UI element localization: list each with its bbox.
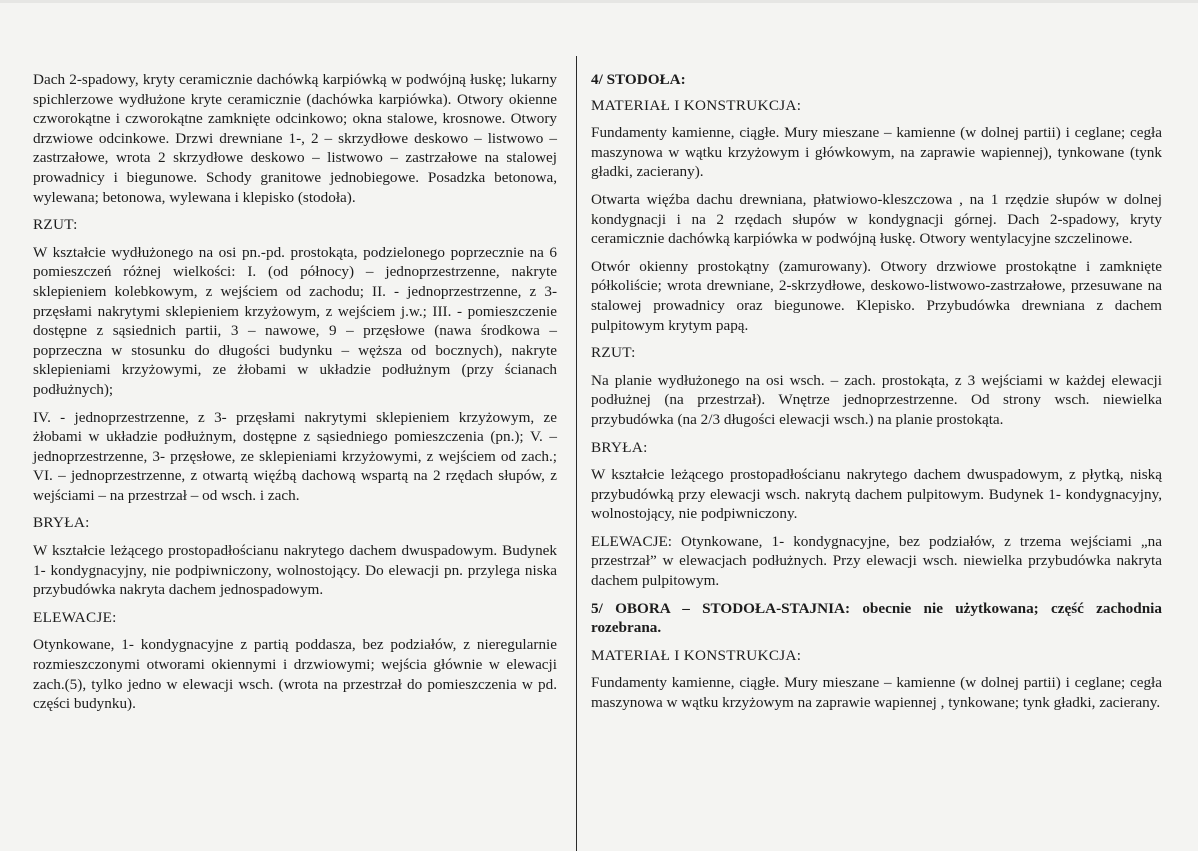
- paragraph-fundamenty-obora: Fundamenty kamienne, ciągłe. Mury mieszane – kamienne (w dolnej partii) i ceglane; cegła maszynowa w wątku krzyżowym na zaprawie wapiennej , tynkowane; tynk gładki, zacierany.: [591, 674, 1162, 712]
- paragraph-elewacje-stodola: ELEWACJE: Otynkowane, 1- kondygnacyjne, bez podziałów, z trzema wejściami „na przestrzał” w elewacjach podłużnych. Przy elewacji wsch. niewielka przybudówka nakryta dachem pulpitowym.: [591, 532, 1162, 590]
- heading-rzut: RZUT:: [33, 216, 78, 234]
- heading-bryla: BRYŁA:: [33, 514, 90, 532]
- paragraph-elewacje: Otynkowane, 1- kondygnacyjne z partią poddasza, bez podziałów, z nieregularnie rozmieszczonymi otworami okiennymi i drzwiowymi; wejścia głównie w elewacji zach.(5), tylko jedno w elewacji wsch. (wrota na przestrzał do pomieszczenia w pd. części budynku).: [33, 636, 557, 713]
- column-divider: [576, 56, 577, 851]
- paragraph-bryla-stodola: W kształcie leżącego prostopadłościanu nakrytego dachem dwuspadowym, z płytką, niską przybudówką przy elewacji wsch. nakrytą dachem pulpitowym. Budynek 1- kondygnacyjny, wolnostojący, nie podpiwniczony.: [591, 466, 1162, 523]
- left-column: [33, 70, 557, 722]
- section-title-obora: 5/ OBORA – STODOŁA-STAJNIA: obecnie nie użytkowana; część zachodnia rozebrana.: [591, 599, 1162, 637]
- paragraph-fundamenty: Fundamenty kamienne, ciągłe. Mury mieszane – kamienne (w dolnej partii) i ceglane; cegła maszynowa w wątku krzyżowym i główkowym, na zaprawie wapiennej), tynkowane (tynk gładki, zacierany).: [591, 124, 1162, 181]
- paragraph-wiezba: Otwarta więźba dachu drewniana, płatwiowo-kleszczowa , na 1 rzędzie słupów w dolnej kondygnacji i na 2 rzędach słupów w kondygnacji górnej. Dach 2-spadowy, kryty ceramicznie dachówką karpiówka w podwójną łuskę. Otwory wentylacyjne szczelinowe.: [591, 190, 1162, 248]
- paragraph-bryla: W kształcie leżącego prostopadłościanu nakrytego dachem dwuspadowym. Budynek 1- kondygnacyjny, nie podpiwniczony, wolnostojący. Do elewacji pn. przylega niska przybudówka nakryta dachem jednospadowym.: [33, 542, 557, 599]
- paragraph-rzut-stodola: Na planie wydłużonego na osi wsch. – zach. prostokąta, z 3 wejściami w każdej elewacji podłużnej (na przestrzał). Wnętrze jednoprzestrzenne. Od strony wsch. niewielka przybudówka (na 2/3 długości elewacji wsch.) na planie prostokąta.: [591, 371, 1162, 428]
- heading-bryla-stodola: BRYŁA:: [591, 438, 648, 456]
- section-title-stodola: 4/ STODOŁA:: [591, 71, 686, 88]
- paragraph-otwory: Otwór okienny prostokątny (zamurowany). Otwory drzwiowe prostokątne i zamknięte półkoliście; wrota drewniane, 2-skrzydłowe, deskowo-listwowo-zastrzałowe, przesuwane na stalowej prowadnicy oraz biegunowe. Klepisko. Przybudówka drewniana z dachem pulpitowym krytym papą.: [591, 257, 1162, 334]
- heading-material-konstrukcja: MATERIAŁ I KONSTRUKCJA:: [591, 96, 802, 114]
- heading-rzut-stodola: RZUT:: [591, 344, 636, 362]
- page-top-edge: [0, 0, 1198, 3]
- paragraph-rzut-plan: W kształcie wydłużonego na osi pn.-pd. prostokąta, podzielonego poprzecznie na 6 pomieszczeń różnej wielkości: I. (od północy) – jednoprzestrzenne, nakryte sklepieniem kolebkowym, z wejściem od zachodu; II. - jednoprzestrzenne, z 3- przęsłami nakrytymi sklepieniem krzyżowym, z wejściem j.w.; III. - pomieszczenie dostępne z sąsiednich partii, 3 – nawowe, 9 – przęsłowe (nawa środkowa – poprzeczna w stosunku do długości budynku – węższa od bocznych), nakryte sklepieniami krzyżowymi, ze żłobami w układzie podłużnym (przy ścianach podłużnych);: [33, 243, 557, 398]
- paragraph-rzut-rooms: IV. - jednoprzestrzenne, z 3- przęsłami nakrytymi sklepieniem krzyżowym, ze żłobami w układzie podłużnym, dostępne z sąsiedniego pomieszczenia (pn.); V. – jednoprzestrzenne, 3- przęsłowe, ze sklepieniami krzyżowymi, z wejściem od zach.; VI. – jednoprzestrzenne, z otwartą więźbą dachową wspartą na 2 rzędach słupów, z wejściami – na przestrzał – od wsch. i zach.: [33, 408, 557, 504]
- heading-material-konstrukcja-obora: MATERIAŁ I KONSTRUKCJA:: [591, 646, 802, 664]
- heading-elewacje: ELEWACJE:: [33, 608, 117, 626]
- right-column: [591, 70, 1162, 721]
- paragraph-roof-openings: Dach 2-spadowy, kryty ceramicznie dachówką karpiówką w podwójną łuskę; lukarny spichlerzowe wydłużone kryte ceramicznie (dachówka karpiówka). Otwory okienne czworokątne i czworokątne zamknięte odcinkowo; okna stalowe, krosnowe. Otwory drzwiowe odcinkowe. Drzwi drewniane 1-, 2 – skrzydłowe deskowo – listwowo – zastrzałowe, wrota 2 skrzydłowe deskowo – listwowo – zastrzałowe na stalowej prowadnicy i biegunowe. Schody granitowe jednobiegowe. Posadzka betonowa, wylewana; betonowa, wylewana i klepisko (stodoła).: [33, 71, 557, 206]
